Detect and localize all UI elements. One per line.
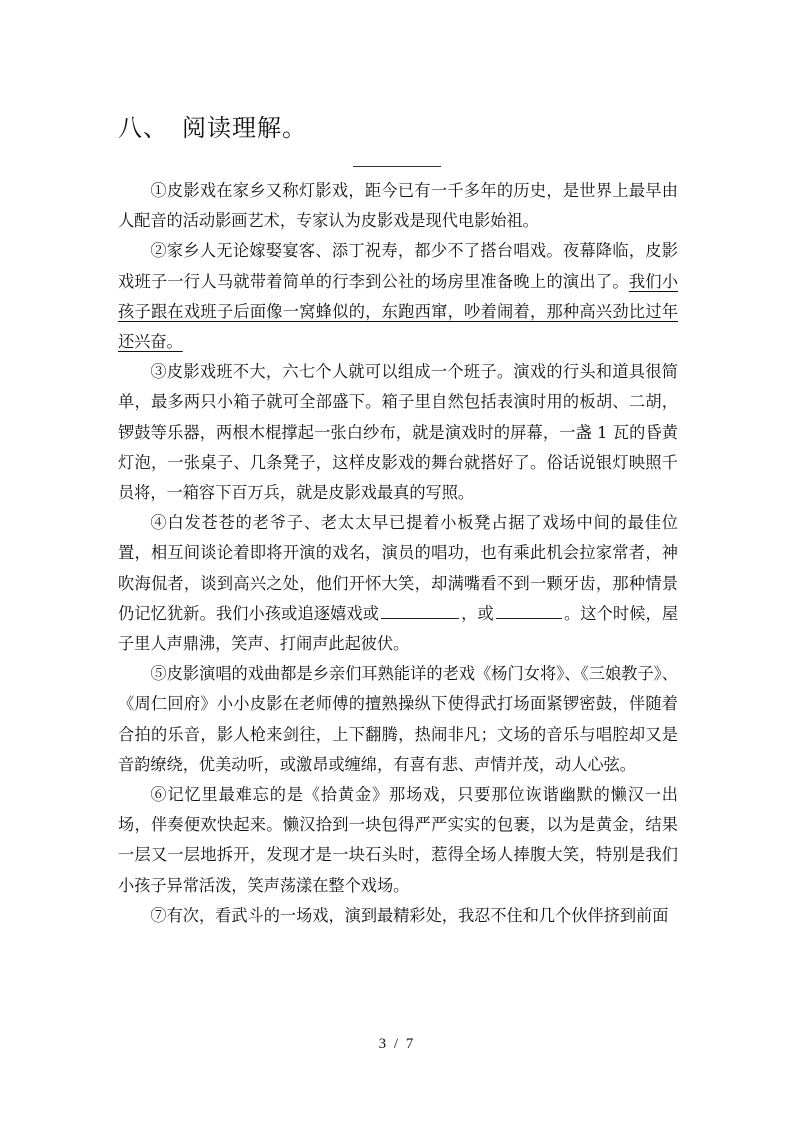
paragraph-2-text: ②家乡人无论嫁娶宴客、添丁祝寿，都少不了搭台唱戏。夜幕降临，皮影戏班子一行人马就带着简单的行李到公社的场房里准备晚上的演出了。 [118,241,678,291]
paragraph-2 [118,236,678,357]
paragraph-6: ⑥记忆里最难忘的是《拾黄金》那场戏，只要那位诙谐幽默的懒汉一出场，伴奏便欢快起来。懒汉拾到一块包得严严实实的包裹，以为是黄金，结果一层又一层地拆开，发现才是一块石头时，惹得全场人捧腹大笑，特别是我们小孩子异常活泼，笑声荡漾在整个戏场。 [118,785,678,895]
paragraph-7: ⑦有次，看武斗的一场戏，演到最精彩处，我忍不住和几个伙伴挤到前面 [150,905,669,925]
paragraph-4 [118,508,678,659]
fill-blank-1[interactable] [381,604,459,619]
title-divider [353,166,441,167]
paragraph-5: ⑤皮影演唱的戏曲都是乡亲们耳熟能详的老戏《杨门女将》、《三娘教子》、《周仁回府》小小皮影在老师傅的擅熟操纵下使得武打场面紧锣密鼓，伴随着合拍的乐音，影人枪来剑往，上下翻腾，热闹非凡；文场的音乐与唱腔却又是音韵缭绕，优美动听，或激昂或缠绵，有喜有悲、声情并茂，动人心弦。 [118,664,678,774]
fill-blank-2[interactable] [496,604,562,619]
paragraph-4-text-c: 。这个时候，屋子里人声鼎沸，笑声、打闹声此起彼伏。 [118,603,679,654]
reading-passage [118,176,678,931]
section-number: 八、 [118,114,168,142]
paragraph-4-text-a: ④白发苍苍的老爷子、老太太早已提着小板凳占据了戏场中间的最佳位置，相互间谈论着即将开演的戏名，演员的唱功，也有乘此机会拉家常者，神吹海侃者，谈到高兴之处，他们开怀大笑，却满嘴看不到一颗牙齿，那种情景仍记忆犹新。我们小孩或追逐嬉戏或 [118,513,678,623]
paragraph-3: ③皮影戏班不大，六七个人就可以组成一个班子。演戏的行头和道具很简单，最多两只小箱子就可全部盛下。箱子里自然包括表演时用的板胡、二胡，锣鼓等乐器，两根木棍撑起一张白纱布，就是演戏时的屏幕，一盏 1 瓦的昏黄灯泡，一张桌子、几条凳子，这样皮影戏的舞台就搭好了。俗话说银灯映照千员将，一箱容下百万兵，就是皮影戏最真的写照。 [118,362,678,503]
underlined-sentence: 我们小孩子跟在戏班子后面像一窝蜂似的，东跑西窜，吵着闹着，那种高兴劲比过年还兴奋。 [118,271,679,352]
page-number: 3 / 7 [378,1036,416,1052]
paragraph-4-text-b: ，或 [461,603,494,623]
section-heading [118,108,307,143]
paragraph-1: ①皮影戏在家乡又称灯影戏，距今已有一千多年的历史，是世界上最早由人配音的活动影画艺术，专家认为皮影戏是现代电影始祖。 [118,181,678,231]
section-title: 阅读理解。 [182,114,307,142]
